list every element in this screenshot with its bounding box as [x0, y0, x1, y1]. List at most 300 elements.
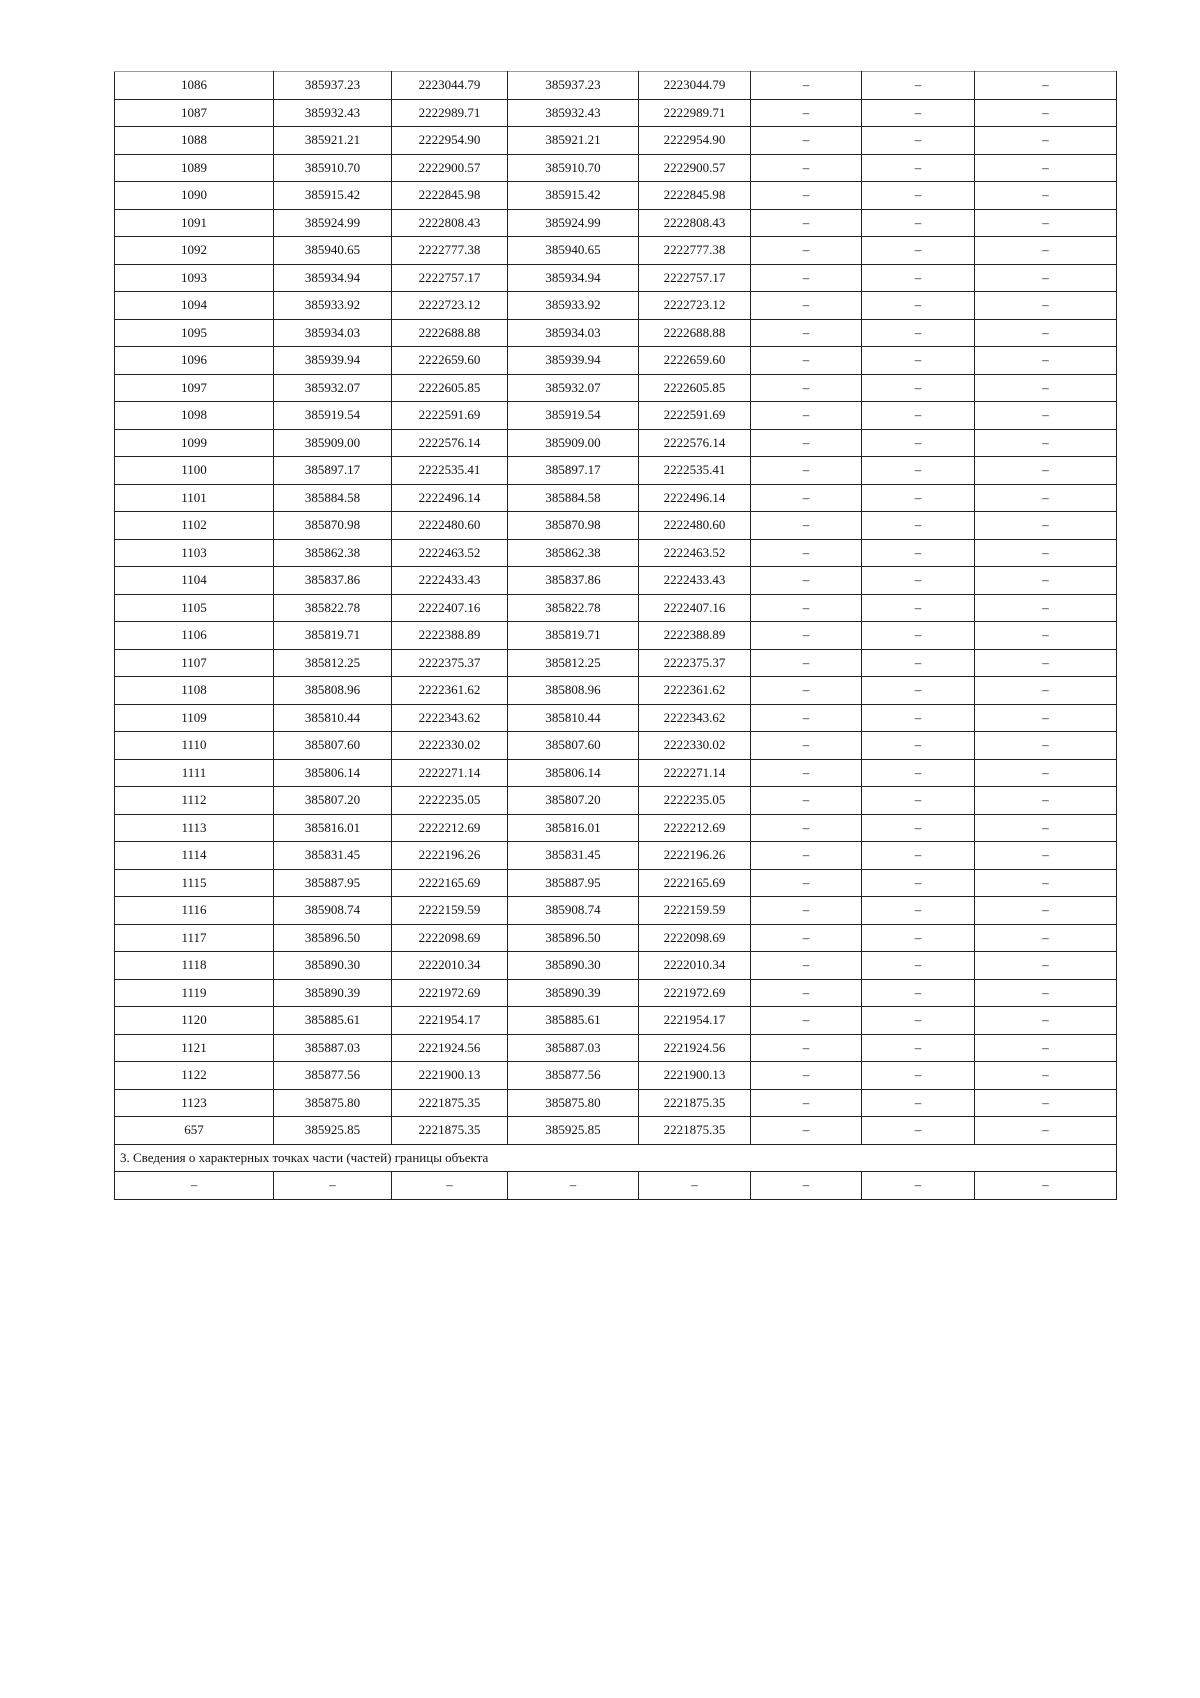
table-cell-point: 657 [115, 1117, 274, 1145]
table-cell-x_new: 385877.56 [508, 1062, 639, 1090]
table-cell-x_existing: 385921.21 [274, 127, 392, 155]
table-cell-y_new: 2221900.13 [639, 1062, 751, 1090]
table-cell-x_new: 385940.65 [508, 237, 639, 265]
table-cell-x_new: 385806.14 [508, 759, 639, 787]
table-cell-c7: – [975, 1007, 1117, 1035]
table-cell-x_new: 385910.70 [508, 154, 639, 182]
table-cell-y_existing: 2222688.88 [392, 319, 508, 347]
table-cell-y_new: 2222688.88 [639, 319, 751, 347]
table-row [115, 182, 1117, 210]
table-cell-point: 1113 [115, 814, 274, 842]
table-cell-c6: – [862, 99, 975, 127]
table-row [115, 1007, 1117, 1035]
table-cell-x_new: – [508, 1172, 639, 1200]
table-cell-c5: – [751, 732, 862, 760]
table-cell-c6: – [862, 1172, 975, 1200]
table-cell-c5: – [751, 154, 862, 182]
table-row [115, 952, 1117, 980]
table-row [115, 622, 1117, 650]
table-cell-y_existing: 2222235.05 [392, 787, 508, 815]
table-cell-y_existing: 2221900.13 [392, 1062, 508, 1090]
table-cell-c6: – [862, 1117, 975, 1145]
table-cell-point: 1105 [115, 594, 274, 622]
table-row [115, 512, 1117, 540]
table-cell-point: 1086 [115, 72, 274, 100]
table-cell-c7: – [975, 677, 1117, 705]
table-cell-c7: – [975, 897, 1117, 925]
table-cell-c7: – [975, 594, 1117, 622]
table-row [115, 154, 1117, 182]
table-cell-c7: – [975, 567, 1117, 595]
table-cell-c5: – [751, 99, 862, 127]
table-row [115, 567, 1117, 595]
table-cell-c6: – [862, 374, 975, 402]
table-cell-point: 1087 [115, 99, 274, 127]
table-cell-c7: – [975, 154, 1117, 182]
table-cell-y_new: 2222480.60 [639, 512, 751, 540]
table-cell-y_new: 2222433.43 [639, 567, 751, 595]
table-cell-x_new: 385887.95 [508, 869, 639, 897]
table-cell-c5: – [751, 869, 862, 897]
table-row [115, 209, 1117, 237]
table-row [115, 1172, 1117, 1200]
table-row [115, 292, 1117, 320]
table-cell-point: 1095 [115, 319, 274, 347]
table-cell-point: 1094 [115, 292, 274, 320]
table-cell-c5: – [751, 952, 862, 980]
table-cell-c7: – [975, 99, 1117, 127]
table-cell-c7: – [975, 924, 1117, 952]
table-cell-c6: – [862, 924, 975, 952]
table-cell-y_existing: 2221924.56 [392, 1034, 508, 1062]
table-cell-x_existing: 385810.44 [274, 704, 392, 732]
table-cell-y_existing: 2222433.43 [392, 567, 508, 595]
table-cell-x_new: 385885.61 [508, 1007, 639, 1035]
table-cell-c5: – [751, 209, 862, 237]
table-cell-c6: – [862, 457, 975, 485]
table-cell-point: 1117 [115, 924, 274, 952]
table-cell-y_new: 2222212.69 [639, 814, 751, 842]
table-cell-y_new: 2222605.85 [639, 374, 751, 402]
coordinates-table-body [115, 72, 1117, 1200]
table-cell-x_existing: 385831.45 [274, 842, 392, 870]
table-cell-y_new: 2222576.14 [639, 429, 751, 457]
table-cell-x_existing: 385919.54 [274, 402, 392, 430]
table-cell-x_new: 385909.00 [508, 429, 639, 457]
table-cell-point: 1090 [115, 182, 274, 210]
table-cell-y_existing: 2221954.17 [392, 1007, 508, 1035]
table-cell-point: 1122 [115, 1062, 274, 1090]
table-cell-x_new: 385816.01 [508, 814, 639, 842]
table-cell-y_existing: 2222954.90 [392, 127, 508, 155]
table-cell-c7: – [975, 787, 1117, 815]
table-cell-c6: – [862, 512, 975, 540]
table-cell-x_existing: 385896.50 [274, 924, 392, 952]
table-cell-c7: – [975, 1117, 1117, 1145]
table-cell-y_new: 2222496.14 [639, 484, 751, 512]
table-cell-c7: – [975, 374, 1117, 402]
table-cell-x_new: 385932.07 [508, 374, 639, 402]
table-cell-c5: – [751, 292, 862, 320]
table-cell-x_new: 385808.96 [508, 677, 639, 705]
table-cell-c6: – [862, 484, 975, 512]
table-cell-c5: – [751, 72, 862, 100]
table-row [115, 814, 1117, 842]
table-cell-c7: – [975, 402, 1117, 430]
table-cell-y_new: 2222361.62 [639, 677, 751, 705]
table-cell-x_new: 385807.60 [508, 732, 639, 760]
table-row [115, 842, 1117, 870]
table-cell-y_new: 2222463.52 [639, 539, 751, 567]
table-cell-x_new: 385870.98 [508, 512, 639, 540]
table-cell-y_existing: 2221875.35 [392, 1117, 508, 1145]
table-cell-point: 1111 [115, 759, 274, 787]
table-cell-c6: – [862, 264, 975, 292]
table-row [115, 484, 1117, 512]
table-cell-y_new: 2223044.79 [639, 72, 751, 100]
table-cell-y_new: 2222235.05 [639, 787, 751, 815]
table-cell-x_existing: 385932.07 [274, 374, 392, 402]
table-row [115, 924, 1117, 952]
table-cell-y_existing: 2221972.69 [392, 979, 508, 1007]
table-cell-point: 1109 [115, 704, 274, 732]
table-cell-x_existing: – [274, 1172, 392, 1200]
table-cell-x_new: 385924.99 [508, 209, 639, 237]
table-cell-y_existing: 2222343.62 [392, 704, 508, 732]
table-cell-y_existing: 2222010.34 [392, 952, 508, 980]
table-cell-c5: – [751, 484, 862, 512]
table-cell-y_new: 2222723.12 [639, 292, 751, 320]
table-cell-x_existing: 385925.85 [274, 1117, 392, 1145]
table-cell-c5: – [751, 924, 862, 952]
table-cell-x_new: 385875.80 [508, 1089, 639, 1117]
table-cell-y_existing: 2222757.17 [392, 264, 508, 292]
table-cell-x_new: 385810.44 [508, 704, 639, 732]
table-cell-point: 1097 [115, 374, 274, 402]
table-cell-c5: – [751, 237, 862, 265]
table-cell-c5: – [751, 567, 862, 595]
table-cell-x_existing: 385885.61 [274, 1007, 392, 1035]
table-cell-y_new: 2222808.43 [639, 209, 751, 237]
table-cell-c6: – [862, 869, 975, 897]
table-cell-y_existing: 2222591.69 [392, 402, 508, 430]
table-cell-c5: – [751, 594, 862, 622]
table-row [115, 127, 1117, 155]
table-cell-y_existing: 2222605.85 [392, 374, 508, 402]
table-cell-point: 1107 [115, 649, 274, 677]
table-cell-x_existing: 385807.60 [274, 732, 392, 760]
table-cell-x_existing: 385862.38 [274, 539, 392, 567]
table-row [115, 594, 1117, 622]
table-cell-c5: – [751, 319, 862, 347]
table-cell-y_new: 2221954.17 [639, 1007, 751, 1035]
table-cell-c6: – [862, 732, 975, 760]
table-cell-x_new: 385831.45 [508, 842, 639, 870]
table-cell-c6: – [862, 952, 975, 980]
table-cell-c5: – [751, 979, 862, 1007]
table-cell-y_existing: 2222375.37 [392, 649, 508, 677]
table-cell-c5: – [751, 1034, 862, 1062]
table-cell-y_new: 2222388.89 [639, 622, 751, 650]
table-cell-x_new: 385862.38 [508, 539, 639, 567]
table-cell-point: 1114 [115, 842, 274, 870]
table-cell-y_existing: 2222480.60 [392, 512, 508, 540]
table-cell-y_existing: 2222723.12 [392, 292, 508, 320]
table-cell-point: – [115, 1172, 274, 1200]
table-cell-x_existing: 385940.65 [274, 237, 392, 265]
table-cell-y_new: 2222845.98 [639, 182, 751, 210]
table-row [115, 732, 1117, 760]
table-cell-point: 1110 [115, 732, 274, 760]
table-cell-point: 1118 [115, 952, 274, 980]
table-cell-c7: – [975, 264, 1117, 292]
table-cell-y_existing: 2222330.02 [392, 732, 508, 760]
table-cell-c7: – [975, 842, 1117, 870]
table-cell-c5: – [751, 649, 862, 677]
table-cell-x_existing: 385933.92 [274, 292, 392, 320]
table-cell-x_existing: 385887.95 [274, 869, 392, 897]
table-cell-c6: – [862, 1089, 975, 1117]
table-cell-c6: – [862, 622, 975, 650]
table-cell-y_existing: 2222361.62 [392, 677, 508, 705]
table-cell-y_existing: 2222165.69 [392, 869, 508, 897]
table-cell-c6: – [862, 814, 975, 842]
table-cell-point: 1101 [115, 484, 274, 512]
table-cell-point: 1115 [115, 869, 274, 897]
table-row [115, 319, 1117, 347]
table-cell-c6: – [862, 182, 975, 210]
table-cell-point: 1088 [115, 127, 274, 155]
table-cell-y_existing: 2222845.98 [392, 182, 508, 210]
table-cell-c5: – [751, 1117, 862, 1145]
table-cell-x_existing: 385910.70 [274, 154, 392, 182]
table-cell-x_new: 385819.71 [508, 622, 639, 650]
table-cell-x_existing: 385877.56 [274, 1062, 392, 1090]
table-cell-c5: – [751, 539, 862, 567]
table-cell-c6: – [862, 787, 975, 815]
table-cell-c5: – [751, 842, 862, 870]
table-cell-y_existing: – [392, 1172, 508, 1200]
table-cell-y_existing: 2222808.43 [392, 209, 508, 237]
table-cell-c7: – [975, 1172, 1117, 1200]
table-cell-c7: – [975, 182, 1117, 210]
table-cell-x_existing: 385807.20 [274, 787, 392, 815]
table-row [115, 1034, 1117, 1062]
table-cell-y_existing: 2221875.35 [392, 1089, 508, 1117]
table-cell-c5: – [751, 677, 862, 705]
table-row [115, 237, 1117, 265]
table-row [115, 457, 1117, 485]
table-cell-c7: – [975, 1034, 1117, 1062]
table-row [115, 649, 1117, 677]
table-cell-y_existing: 2222576.14 [392, 429, 508, 457]
table-cell-y_new: 2222954.90 [639, 127, 751, 155]
table-cell-x_existing: 385884.58 [274, 484, 392, 512]
table-cell-y_existing: 2222271.14 [392, 759, 508, 787]
table-cell-x_existing: 385837.86 [274, 567, 392, 595]
table-row [115, 759, 1117, 787]
table-cell-c7: – [975, 127, 1117, 155]
table-cell-point: 1108 [115, 677, 274, 705]
table-cell-x_existing: 385915.42 [274, 182, 392, 210]
table-row [115, 1062, 1117, 1090]
table-cell-point: 1096 [115, 347, 274, 375]
table-cell-point: 1112 [115, 787, 274, 815]
table-cell-x_new: 385890.39 [508, 979, 639, 1007]
table-row [115, 374, 1117, 402]
section-title-row [115, 1144, 1117, 1172]
table-row [115, 979, 1117, 1007]
table-cell-point: 1102 [115, 512, 274, 540]
table-cell-c7: – [975, 704, 1117, 732]
table-cell-x_existing: 385924.99 [274, 209, 392, 237]
table-cell-x_new: 385915.42 [508, 182, 639, 210]
table-cell-y_new: 2222757.17 [639, 264, 751, 292]
table-cell-x_new: 385919.54 [508, 402, 639, 430]
table-cell-c7: – [975, 1062, 1117, 1090]
table-row [115, 264, 1117, 292]
table-cell-point: 1116 [115, 897, 274, 925]
table-cell-x_existing: 385808.96 [274, 677, 392, 705]
table-cell-c5: – [751, 374, 862, 402]
table-cell-c5: – [751, 622, 862, 650]
table-cell-y_new: 2222343.62 [639, 704, 751, 732]
table-cell-y_new: 2222900.57 [639, 154, 751, 182]
table-cell-point: 1098 [115, 402, 274, 430]
table-cell-x_new: 385934.03 [508, 319, 639, 347]
table-cell-y_new: 2222407.16 [639, 594, 751, 622]
table-cell-x_new: 385921.21 [508, 127, 639, 155]
table-cell-x_existing: 385897.17 [274, 457, 392, 485]
section-3-title: 3. Сведения о характерных точках части (частей) границы объекта [115, 1144, 1117, 1172]
table-row [115, 869, 1117, 897]
table-cell-c5: – [751, 429, 862, 457]
table-cell-c5: – [751, 127, 862, 155]
table-cell-c7: – [975, 539, 1117, 567]
table-cell-x_existing: 385812.25 [274, 649, 392, 677]
table-cell-c6: – [862, 154, 975, 182]
table-row [115, 539, 1117, 567]
table-row [115, 704, 1117, 732]
table-cell-y_new: 2222010.34 [639, 952, 751, 980]
table-cell-y_new: 2222989.71 [639, 99, 751, 127]
table-cell-c6: – [862, 429, 975, 457]
table-cell-y_existing: 2222212.69 [392, 814, 508, 842]
table-cell-c6: – [862, 539, 975, 567]
table-cell-c5: – [751, 347, 862, 375]
table-cell-x_existing: 385908.74 [274, 897, 392, 925]
table-cell-x_new: 385937.23 [508, 72, 639, 100]
table-cell-point: 1120 [115, 1007, 274, 1035]
table-cell-point: 1099 [115, 429, 274, 457]
table-cell-y_existing: 2222407.16 [392, 594, 508, 622]
table-cell-point: 1091 [115, 209, 274, 237]
table-cell-point: 1103 [115, 539, 274, 567]
table-cell-x_existing: 385870.98 [274, 512, 392, 540]
table-cell-x_new: 385933.92 [508, 292, 639, 320]
table-cell-c7: – [975, 952, 1117, 980]
table-cell-c5: – [751, 704, 862, 732]
table-cell-y_existing: 2222463.52 [392, 539, 508, 567]
table-cell-c5: – [751, 814, 862, 842]
table-row [115, 347, 1117, 375]
table-cell-y_existing: 2222900.57 [392, 154, 508, 182]
table-cell-c7: – [975, 759, 1117, 787]
table-cell-x_new: 385934.94 [508, 264, 639, 292]
table-cell-c6: – [862, 237, 975, 265]
table-cell-c7: – [975, 814, 1117, 842]
table-cell-x_existing: 385819.71 [274, 622, 392, 650]
table-cell-point: 1106 [115, 622, 274, 650]
table-cell-x_existing: 385822.78 [274, 594, 392, 622]
table-cell-c6: – [862, 209, 975, 237]
coordinates-table [114, 71, 1117, 1200]
table-cell-c7: – [975, 457, 1117, 485]
table-cell-c5: – [751, 402, 862, 430]
table-cell-x_new: 385939.94 [508, 347, 639, 375]
table-row [115, 99, 1117, 127]
table-cell-c5: – [751, 512, 862, 540]
table-cell-x_existing: 385890.39 [274, 979, 392, 1007]
table-cell-c5: – [751, 182, 862, 210]
table-cell-c7: – [975, 347, 1117, 375]
table-cell-y_existing: 2222098.69 [392, 924, 508, 952]
table-cell-c6: – [862, 402, 975, 430]
table-cell-c6: – [862, 1007, 975, 1035]
table-cell-c6: – [862, 319, 975, 347]
table-row [115, 72, 1117, 100]
table-cell-c6: – [862, 292, 975, 320]
table-cell-point: 1092 [115, 237, 274, 265]
table-cell-x_new: 385932.43 [508, 99, 639, 127]
table-row [115, 1117, 1117, 1145]
table-cell-c7: – [975, 512, 1117, 540]
table-cell-y_existing: 2222659.60 [392, 347, 508, 375]
table-row [115, 429, 1117, 457]
table-cell-y_new: 2222165.69 [639, 869, 751, 897]
table-cell-y_new: 2222098.69 [639, 924, 751, 952]
table-row [115, 897, 1117, 925]
table-cell-x_existing: 385806.14 [274, 759, 392, 787]
table-cell-c7: – [975, 292, 1117, 320]
table-cell-y_new: 2222591.69 [639, 402, 751, 430]
table-cell-y_existing: 2222159.59 [392, 897, 508, 925]
table-cell-y_new: 2221924.56 [639, 1034, 751, 1062]
table-cell-y_new: 2222271.14 [639, 759, 751, 787]
table-cell-x_new: 385884.58 [508, 484, 639, 512]
table-cell-c6: – [862, 567, 975, 595]
table-cell-x_new: 385908.74 [508, 897, 639, 925]
table-cell-point: 1089 [115, 154, 274, 182]
table-cell-y_new: 2222535.41 [639, 457, 751, 485]
table-cell-point: 1100 [115, 457, 274, 485]
table-cell-x_new: 385837.86 [508, 567, 639, 595]
table-cell-x_existing: 385890.30 [274, 952, 392, 980]
table-cell-c7: – [975, 622, 1117, 650]
table-cell-c6: – [862, 979, 975, 1007]
table-row [115, 402, 1117, 430]
table-cell-x_existing: 385937.23 [274, 72, 392, 100]
table-cell-x_new: 385925.85 [508, 1117, 639, 1145]
table-cell-y_existing: 2222196.26 [392, 842, 508, 870]
table-cell-x_existing: 385934.03 [274, 319, 392, 347]
table-cell-c5: – [751, 1089, 862, 1117]
table-cell-x_existing: 385875.80 [274, 1089, 392, 1117]
table-cell-c6: – [862, 1034, 975, 1062]
table-cell-y_new: 2222330.02 [639, 732, 751, 760]
table-cell-c7: – [975, 732, 1117, 760]
table-cell-x_new: 385897.17 [508, 457, 639, 485]
